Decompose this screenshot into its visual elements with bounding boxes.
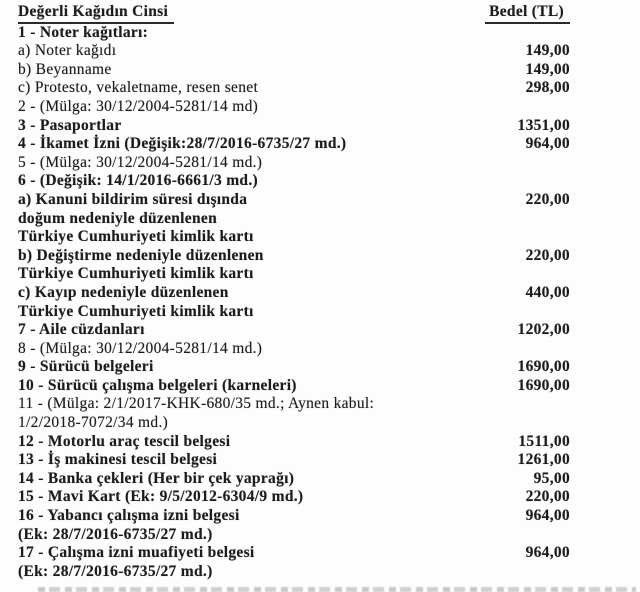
row-label: 1 - Noter kağıtları: [18,23,149,41]
row-label: 17 - Çalışma izni muafiyeti belgesi [18,544,255,562]
row-label: 16 - Yabancı çalışma izni belgesi [18,507,240,525]
table-row [0,61,640,80]
table-row [0,340,640,359]
row-label: 2 - (Mülga: 30/12/2004-5281/14 md) [18,97,259,115]
table-row [0,228,640,247]
row-label: c) Kayıp nedeniyle düzenlenen [18,283,229,301]
row-value: 964,00 [525,507,570,525]
row-label: 12 - Motorlu araç tescil belgesi [18,432,231,450]
row-value: 964,00 [525,135,570,153]
row-label: 8 - (Mülga: 30/12/2004-5281/14 md.) [18,339,263,357]
table-row [0,433,640,452]
table-row [0,172,640,191]
row-label: 6 - (Değişik: 14/1/2016-6661/3 md.) [18,172,258,190]
row-value: 1202,00 [517,321,570,339]
table-row [0,303,640,322]
table-row [0,563,640,582]
row-label: b) Beyanname [18,60,112,78]
row-label: 5 - (Mülga: 30/12/2004-5281/14 md.) [18,153,263,171]
row-label: 13 - İş makinesi tescil belgesi [18,451,218,469]
table-row [0,414,640,433]
row-value: 220,00 [525,488,570,506]
row-label: (Ek: 28/7/2016-6735/27 md.) [18,525,213,543]
row-label: Türkiye Cumhuriyeti kimlik kartı [18,265,254,283]
table-row [0,24,640,43]
row-label: Türkiye Cumhuriyeti kimlik kartı [18,228,254,246]
row-label: b) Değiştirme nedeniyle düzenlenen [18,246,264,264]
row-value: 220,00 [525,246,570,264]
table-row [0,451,640,470]
table-row [0,117,640,136]
row-value: 149,00 [525,42,570,60]
table-row [0,284,640,303]
row-label: 1/2/2018-7072/34 md.) [18,414,169,432]
table-row [0,321,640,340]
row-label: Türkiye Cumhuriyeti kimlik kartı [18,302,254,320]
table-header [0,3,640,24]
table-row [0,265,640,284]
row-label: (Ek: 28/7/2016-6735/27 md.) [18,562,213,580]
row-label: 3 - Pasaportlar [18,116,122,134]
table-row [0,98,640,117]
table-row [0,154,640,173]
row-value: 964,00 [525,544,570,562]
table-row [0,507,640,526]
column-header-type: Değerli Kağıdın Cinsi [18,3,174,24]
row-label: 4 - İkamet İzni (Değişik:28/7/2016-6735/27 md.) [18,135,347,153]
table-row [0,470,640,489]
table-row [0,79,640,98]
row-label: a) Kanuni bildirim süresi dışında [18,190,248,208]
cutoff-text-line [38,587,636,592]
table-row [0,247,640,266]
row-label: doğum nedeniyle düzenlenen [18,209,217,227]
row-label: 14 - Banka çekleri (Her bir çek yaprağı) [18,469,295,487]
table-row [0,544,640,563]
row-value: 95,00 [533,469,570,487]
table-body [0,24,640,582]
table-row [0,135,640,154]
table-row [0,42,640,61]
row-label: a) Noter kağıdı [18,42,117,60]
table-row [0,191,640,210]
row-label: c) Protesto, vekaletname, resen senet [18,79,259,97]
table-row [0,395,640,414]
row-value: 220,00 [525,190,570,208]
row-value: 149,00 [525,60,570,78]
row-label: 9 - Sürücü belgeleri [18,358,154,376]
table-row [0,358,640,377]
table-row [0,526,640,545]
row-value: 1351,00 [517,116,570,134]
row-value: 440,00 [525,283,570,301]
column-header-price: Bedel (TL) [485,3,570,24]
row-label: 11 - (Mülga: 2/1/2017-KHK-680/35 md.; Aynen kabul: [18,395,375,413]
row-value: 1261,00 [517,451,570,469]
row-label: 15 - Mavi Kart (Ek: 9/5/2012-6304/9 md.) [18,488,304,506]
row-value: 1690,00 [517,358,570,376]
row-value: 1511,00 [518,432,570,450]
table-row [0,377,640,396]
row-value: 1690,00 [517,376,570,394]
row-label: 10 - Sürücü çalışma belgeleri (karneleri) [18,376,297,394]
table-row [0,488,640,507]
row-label: 7 - Aile cüzdanları [18,321,145,339]
row-value: 298,00 [525,79,570,97]
table-row [0,210,640,229]
